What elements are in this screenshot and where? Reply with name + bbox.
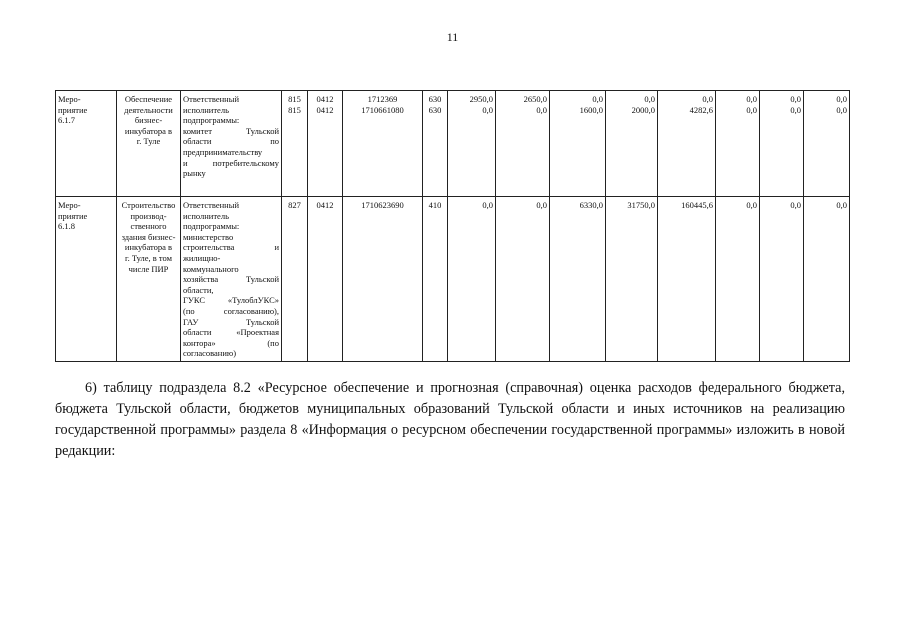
cell-line: 0,0 xyxy=(836,94,847,104)
cell-line: 0,0 xyxy=(790,200,801,210)
cell-line: коммунального xyxy=(183,263,239,274)
cell-line: 31750,0 xyxy=(627,200,655,210)
cell-line: 2950,0 xyxy=(469,94,493,104)
cell-line: Меро- xyxy=(58,200,81,210)
cell-line: (по согласованию), xyxy=(183,305,279,316)
cell-line: 6.1.7 xyxy=(58,115,75,126)
cell-line: Ответственный xyxy=(183,200,239,210)
year-7-amount-cell xyxy=(760,91,804,197)
cell-line: 0,0 xyxy=(746,94,757,104)
cell-line: контора» (по xyxy=(183,337,279,348)
cell-line: г. Туле xyxy=(136,136,161,147)
cell-line: комитет Тульской xyxy=(183,125,279,136)
table-row xyxy=(56,197,850,362)
responsible-executor-cell xyxy=(181,197,282,362)
year-8-amount-cell xyxy=(804,91,850,197)
cell-line: бизнес- xyxy=(134,115,163,126)
cell-line: здания бизнес- xyxy=(121,231,176,242)
grbs-code-cell xyxy=(282,197,308,362)
amendment-paragraph xyxy=(55,378,845,462)
cell-line: 0412 xyxy=(316,104,334,115)
grbs-code-cell xyxy=(282,91,308,197)
cell-line: инкубатора в xyxy=(124,125,173,136)
cell-line: 4282,6 xyxy=(689,104,713,115)
cell-line: исполнитель xyxy=(183,104,229,115)
amendment-text: 6) таблицу подраздела 8.2 «Ресурсное обеспечение и прогнозная (справочная) оценка расходов федерального бюджета, бюджета Тульской области, бюджетов муниципальных образований Тульской области и иных источников на реализацию государственной программы» раздела 8 «Информация о ресурсном обеспечении государственной программы» изложить в новой редакции: xyxy=(55,380,845,459)
cell-line: подпрограммы: xyxy=(183,115,240,126)
cell-line: 0412 xyxy=(316,94,334,104)
cell-line: 0,0 xyxy=(746,104,757,115)
cell-line: ГАУ Тульской xyxy=(183,316,279,327)
cell-line: области «Проектная xyxy=(183,327,279,338)
event-code-cell xyxy=(56,197,117,362)
cell-line: хозяйства Тульской xyxy=(183,274,279,285)
cell-line: Меро- xyxy=(58,94,81,104)
cell-line: 1600,0 xyxy=(579,104,603,115)
cell-line: согласованию) xyxy=(183,348,237,359)
year-4-amount-cell xyxy=(606,91,658,197)
event-title-cell xyxy=(117,197,181,362)
year-7-amount-cell xyxy=(760,197,804,362)
cell-line: числе ПИР xyxy=(128,263,169,274)
cell-line: 827 xyxy=(288,200,301,210)
year-6-amount-cell xyxy=(716,91,760,197)
year-5-amount-cell xyxy=(658,197,716,362)
year-2-amount-cell xyxy=(496,197,550,362)
cell-line: ГУКС «ТулоблУКС» xyxy=(183,295,279,306)
cell-line: области по xyxy=(183,136,279,147)
cell-line: 815 xyxy=(288,94,301,104)
cell-line: исполнитель xyxy=(183,210,229,221)
cell-line: строительства и xyxy=(183,242,279,253)
year-2-amount-cell xyxy=(496,91,550,197)
year-4-amount-cell xyxy=(606,197,658,362)
cell-line: ственного xyxy=(130,221,167,232)
cell-line: жилищно- xyxy=(183,252,221,263)
cell-line: 0,0 xyxy=(536,200,547,210)
cell-line: 0,0 xyxy=(746,200,757,210)
cell-line: 0412 xyxy=(316,200,334,210)
expense-type-cell xyxy=(423,91,448,197)
cell-line: 0,0 xyxy=(644,94,655,104)
cell-line: производ- xyxy=(130,210,167,221)
cell-line: 0,0 xyxy=(702,94,713,104)
section-code-cell xyxy=(308,197,343,362)
target-article-cell xyxy=(343,197,423,362)
year-1-amount-cell xyxy=(448,91,496,197)
event-code-cell xyxy=(56,91,117,197)
cell-line: приятие xyxy=(58,104,88,115)
section-code-cell xyxy=(308,91,343,197)
responsible-executor-cell xyxy=(181,91,282,197)
cell-line: Строительство xyxy=(121,200,176,210)
year-5-amount-cell xyxy=(658,91,716,197)
cell-line: 160445,6 xyxy=(681,200,713,210)
year-3-amount-cell xyxy=(550,91,606,197)
cell-line: 6330,0 xyxy=(579,200,603,210)
cell-line: 0,0 xyxy=(790,104,801,115)
year-8-amount-cell xyxy=(804,197,850,362)
cell-line: Ответственный xyxy=(183,94,239,104)
year-3-amount-cell xyxy=(550,197,606,362)
cell-line: 1712369 xyxy=(367,94,398,104)
cell-line: 0,0 xyxy=(536,104,547,115)
cell-line: 630 xyxy=(428,94,442,104)
cell-line: 6.1.8 xyxy=(58,221,75,232)
cell-line: 2000,0 xyxy=(631,104,655,115)
cell-line: и потребительскому xyxy=(183,157,279,168)
cell-line: 0,0 xyxy=(592,94,603,104)
target-article-cell xyxy=(343,91,423,197)
event-title-cell xyxy=(117,91,181,197)
year-6-amount-cell xyxy=(716,197,760,362)
cell-line: министерство xyxy=(183,231,234,242)
cell-line: 630 xyxy=(428,104,442,115)
cell-line: подпрограммы: xyxy=(183,221,240,232)
cell-line: 815 xyxy=(288,104,301,115)
year-1-amount-cell xyxy=(448,197,496,362)
cell-line: 2650,0 xyxy=(523,94,547,104)
cell-line: рынку xyxy=(183,168,206,179)
cell-line: 0,0 xyxy=(836,104,847,115)
cell-line: области, xyxy=(183,284,214,295)
cell-line: предпринимательству xyxy=(183,146,263,157)
cell-line: 0,0 xyxy=(790,94,801,104)
cell-line: 1710623690 xyxy=(361,200,404,210)
program-activities-table xyxy=(55,90,850,362)
cell-line: деятельности xyxy=(124,104,173,115)
table-row xyxy=(56,91,850,197)
cell-line: инкубатора в xyxy=(124,242,173,253)
cell-line: 0,0 xyxy=(482,200,493,210)
cell-line: 0,0 xyxy=(836,200,847,210)
page-number: 11 xyxy=(446,30,459,44)
cell-line: 1710661080 xyxy=(361,104,404,115)
cell-line: приятие xyxy=(58,210,88,221)
expense-type-cell xyxy=(423,197,448,362)
cell-line: 410 xyxy=(428,200,442,210)
cell-line: Обеспечение xyxy=(124,94,173,104)
cell-line: 0,0 xyxy=(482,104,493,115)
cell-line: г. Туле, в том xyxy=(125,252,172,263)
